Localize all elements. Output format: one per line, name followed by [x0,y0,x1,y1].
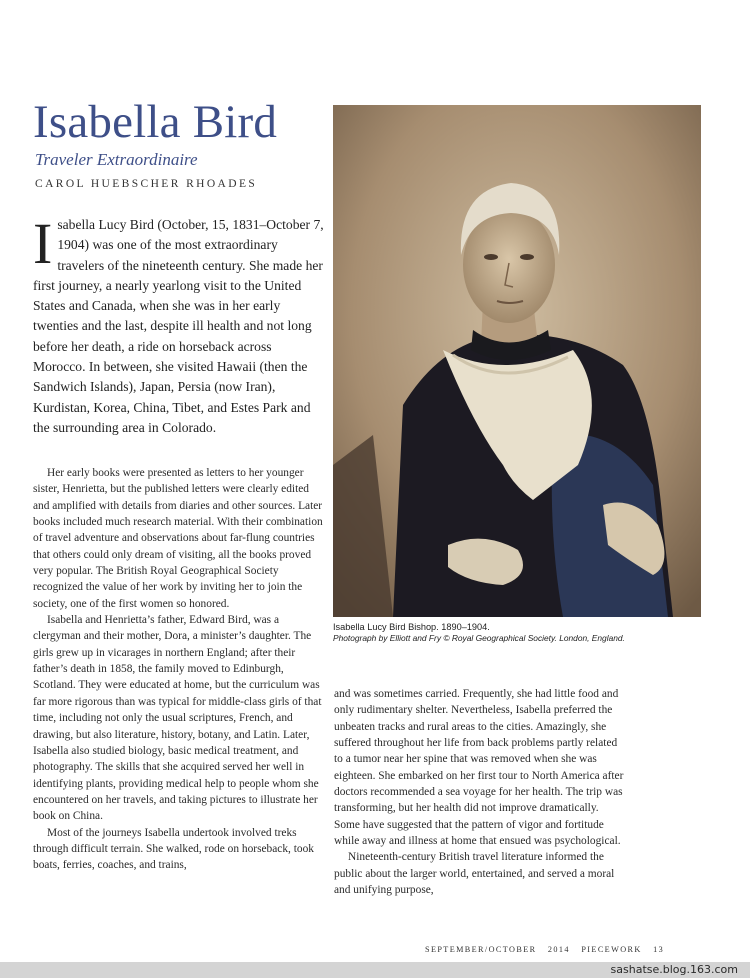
footer-page-number: 13 [653,945,665,954]
drop-cap: I [33,211,53,276]
caption-credit: Photograph by Elliott and Fry © Royal Geographical Society. London, England. [333,633,625,643]
body-paragraph-4: Nineteenth-century British travel literature informed the public about the larger world, entertained, and served a moral and unifying purpose, [334,851,615,897]
body-paragraph-2: Isabella and Henrietta’s father, Edward Bird, was a clergyman and their mother, Dora, a minister’s daughter. The girls grew up in vicarages in northern England; after their father’s death in 1858, the family moved to Edinburgh, Scotland. They were educated at home, but the curriculum was far more rigorous than was typical for middle-class girls of that time, including not only the usual scriptures, French, and drawing, but also literature, history, botany, and Latin. Later, Isabella also studied biology, basic medical treatment, and photography. The skills that she acquired served her well in identifying plants, providing medical help to people whom she encountered on her travels, and taking pictures to illustrate her book on China. [33,614,322,823]
left-column [33,465,328,874]
footer-magazine: PIECEWORK [581,945,642,954]
body-paragraph-3: Most of the journeys Isabella undertook involved treks through difficult terrain. She walked, rode on horseback, took boats, ferries, coaches, and trains, [33,826,315,872]
article-title: Isabella Bird [33,96,278,148]
body-paragraph-3-continued: and was sometimes carried. Frequently, she had little food and only rudimentary shelter. Nevertheless, Isabella preferred the unbeaten tracks and rural areas to the cities. Amazingly, she suffered throughout her life from back problems partly related to a tumor near her spine that was removed when she was eighteen. She embarked on her first tour to North America after doctors recommended a sea voyage for her health. The trip was transforming, but her health did not improve dramatically. Some have suggested that the pattern of vigor and fortitude while away and illness at home that ensued was psychological. [334,688,624,848]
watermark-text: sashatse.blog.163.com [610,963,738,976]
caption-title: Isabella Lucy Bird Bishop. 1890–1904. [333,622,490,632]
lead-text: sabella Lucy Bird (October, 15, 1831–October 7, 1904) was one of the most extraordinary travelers of the nineteenth century. She made her first journey, a nearly yearlong visit to the United States and Canada, when she was in her early twenties and the last, despite ill health and not long before her death, a ride on horseback across Morocco. In between, she visited Hawaii (then the Sandwich Islands), Japan, Persia (now Iran), Kurdistan, Korea, China, Tibet, and Estes Park and the surrounding area in Colorado. [33,217,324,435]
portrait-photo [333,105,701,617]
portrait-illustration [333,105,701,617]
page-footer [425,945,672,954]
lead-paragraph [33,211,325,438]
photo-caption [333,622,713,643]
body-paragraph-1: Her early books were presented as letters to her younger sister, Henrietta, but the published letters were clearly edited and amplified with details from diaries and other sources. Later books included much research material. With their combination of travel adventure and observations about far-flung countries that others could only dream of visiting, all the books proved very popular. The British Royal Geographical Society recognized the value of her work by inviting her to join the society, one of the first women so honored. [33,467,323,610]
footer-issue: SEPTEMBER/OCTOBER [425,945,537,954]
footer-year: 2014 [547,945,570,954]
right-column [334,686,624,898]
article-author: CAROL HUEBSCHER RHOADES [35,178,258,190]
article-subtitle: Traveler Extraordinaire [35,150,198,169]
